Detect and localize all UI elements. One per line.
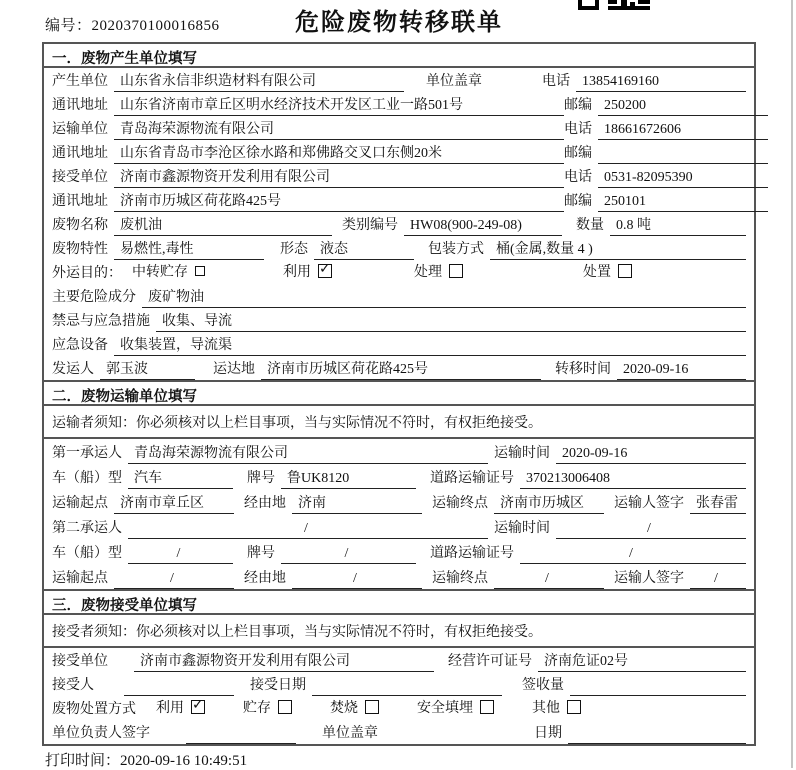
plate1-value: 鲁UK8120 bbox=[281, 467, 416, 489]
checkbox-icon[interactable] bbox=[618, 264, 632, 278]
origin2-value: / bbox=[114, 571, 234, 589]
addr2-label: 通讯地址 bbox=[52, 146, 108, 161]
checkbox-label: 贮存 bbox=[243, 701, 271, 716]
vehicle2-label: 车（船）型 bbox=[52, 546, 122, 561]
form-value: 液态 bbox=[314, 238, 414, 260]
unit-seal-label: 单位盖章 bbox=[426, 74, 482, 89]
category-value: HW08(900-249-08) bbox=[404, 218, 562, 236]
end1-label: 运输终点 bbox=[432, 496, 488, 511]
time1-value: 2020-09-16 bbox=[556, 446, 746, 464]
section2-header: 二．废物运输单位填写 bbox=[44, 380, 754, 406]
transporter-notice: 运输者须知：你必须核对以上栏目事项，当与实际情况不符时，有权拒绝接受。 bbox=[44, 406, 754, 439]
disposal-option-use bbox=[156, 697, 205, 720]
license2-label: 道路运输证号 bbox=[430, 546, 514, 561]
carrier1-label: 第一承运人 bbox=[52, 446, 122, 461]
origin1-value: 济南市章丘区 bbox=[114, 492, 234, 514]
addr1-label: 通讯地址 bbox=[52, 98, 108, 113]
row-shipper bbox=[44, 356, 754, 380]
packing-value: 桶(金属,数量 4 ) bbox=[490, 238, 746, 260]
addr3-label: 通讯地址 bbox=[52, 194, 108, 209]
end2-value: / bbox=[494, 571, 604, 589]
checkbox-label: 其他 bbox=[532, 701, 560, 716]
transporter-value: 青岛海荣源物流有限公司 bbox=[114, 118, 564, 140]
category-label: 类别编号 bbox=[342, 218, 398, 233]
row-taboo-measures bbox=[44, 308, 754, 332]
plate2-value: / bbox=[281, 546, 416, 564]
checkbox-label: 处置 bbox=[583, 265, 611, 280]
section3-header: 三．废物接受单位填写 bbox=[44, 589, 754, 615]
equipment-value: 收集装置，导流渠 bbox=[114, 334, 746, 356]
equipment-label: 应急设备 bbox=[52, 338, 108, 353]
phone1-value: 13854169160 bbox=[576, 74, 746, 92]
row-main-hazard bbox=[44, 284, 754, 308]
phone3-value: 0531-82095390 bbox=[598, 170, 768, 188]
received-amount-label: 签收量 bbox=[522, 678, 564, 693]
print-time-label: 打印时间： bbox=[45, 753, 121, 769]
transfer-time-label: 转移时间 bbox=[555, 362, 611, 377]
accept-unit-value: 济南市鑫源物资开发利用有限公司 bbox=[134, 650, 434, 672]
checkbox-icon[interactable] bbox=[567, 700, 581, 714]
checkbox-icon[interactable] bbox=[278, 700, 292, 714]
taboo-value: 收集、导流 bbox=[156, 310, 746, 332]
checkbox-icon[interactable] bbox=[191, 700, 205, 714]
transporter-label: 运输单位 bbox=[52, 122, 108, 137]
checkbox-icon[interactable] bbox=[195, 266, 205, 276]
row-first-carrier bbox=[44, 439, 754, 464]
via1-label: 经由地 bbox=[244, 496, 286, 511]
carrier1-value: 青岛海荣源物流有限公司 bbox=[128, 442, 488, 464]
accept-unit-label: 接受单位 bbox=[52, 654, 108, 669]
checkbox-icon[interactable] bbox=[318, 264, 332, 278]
carrier2-value: / bbox=[128, 521, 488, 539]
quantity-value: 0.8 吨 bbox=[610, 214, 746, 236]
receiver-notice: 接受者须知：你必须核对以上栏目事项，当与实际情况不符时，有权拒绝接受。 bbox=[44, 615, 754, 648]
serial-label: 编号： bbox=[45, 18, 92, 34]
purpose-option-treat bbox=[414, 261, 463, 284]
license1-label: 道路运输证号 bbox=[430, 471, 514, 486]
quantity-label: 数量 bbox=[576, 218, 604, 233]
row-producer bbox=[44, 68, 754, 92]
shipper-value: 郭玉波 bbox=[100, 358, 195, 380]
addr1-value: 山东省济南市章丘区明水经济技术开发区工业一路501号 bbox=[114, 94, 564, 116]
row-waste-traits bbox=[44, 236, 754, 260]
page-right-edge bbox=[791, 0, 793, 768]
producer-value: 山东省永信非织造材料有限公司 bbox=[114, 70, 404, 92]
zip1-value: 250200 bbox=[598, 98, 768, 116]
phone3-label: 电话 bbox=[564, 170, 592, 185]
vehicle1-label: 车（船）型 bbox=[52, 471, 122, 486]
disposal-option-incinerate bbox=[330, 697, 379, 720]
sign1-value: 张春雷 bbox=[690, 492, 746, 514]
time1-label: 运输时间 bbox=[494, 446, 550, 461]
checkbox-label: 利用 bbox=[156, 701, 184, 716]
manifest-form bbox=[42, 42, 756, 746]
hazard-value: 废矿物油 bbox=[142, 286, 746, 308]
section1-header: 一．废物产生单位填写 bbox=[44, 44, 754, 68]
row-disposal-method bbox=[44, 696, 754, 720]
disposal-option-other bbox=[532, 697, 581, 720]
purpose-option-storage bbox=[132, 261, 205, 284]
sign2-label: 运输人签字 bbox=[614, 571, 684, 586]
time2-value: / bbox=[556, 521, 746, 539]
traits-value: 易燃性,毒性 bbox=[114, 238, 264, 260]
row-acceptor bbox=[44, 672, 754, 696]
row-responsible-signature bbox=[44, 720, 754, 744]
producer-label: 产生单位 bbox=[52, 74, 108, 89]
unit-seal2-label: 单位盖章 bbox=[322, 726, 378, 741]
waste-name-label: 废物名称 bbox=[52, 218, 108, 233]
row-vehicle2 bbox=[44, 539, 754, 564]
receiver-label: 接受单位 bbox=[52, 170, 108, 185]
checkbox-icon[interactable] bbox=[480, 700, 494, 714]
addr3-value: 济南市历城区荷花路425号 bbox=[114, 190, 564, 212]
phone2-value: 18661672606 bbox=[598, 122, 768, 140]
document-title: 危险废物转移联单 bbox=[295, 9, 503, 36]
serial-number-line bbox=[45, 14, 220, 35]
license1-value: 370213006408 bbox=[520, 471, 746, 489]
taboo-label: 禁忌与应急措施 bbox=[52, 314, 150, 329]
print-time-line bbox=[45, 749, 247, 770]
end2-label: 运输终点 bbox=[432, 571, 488, 586]
via2-value: / bbox=[292, 571, 422, 589]
waste-name-value: 废机油 bbox=[114, 214, 332, 236]
via2-label: 经由地 bbox=[244, 571, 286, 586]
checkbox-icon[interactable] bbox=[449, 264, 463, 278]
form-label: 形态 bbox=[280, 242, 308, 257]
disposal-option-store bbox=[243, 697, 292, 720]
time2-label: 运输时间 bbox=[494, 521, 550, 536]
origin2-label: 运输起点 bbox=[52, 571, 108, 586]
vehicle1-value: 汽车 bbox=[128, 467, 233, 489]
row-accepting-unit bbox=[44, 648, 754, 672]
received-amount-value bbox=[570, 678, 746, 696]
purpose-option-dispose bbox=[583, 261, 632, 284]
phone1-label: 电话 bbox=[542, 74, 570, 89]
row-receiver bbox=[44, 164, 754, 188]
end1-value: 济南市历城区 bbox=[494, 492, 604, 514]
row-transporter bbox=[44, 116, 754, 140]
checkbox-label: 处理 bbox=[414, 265, 442, 280]
row-second-carrier bbox=[44, 514, 754, 539]
acceptor-label: 接受人 bbox=[52, 678, 94, 693]
addr2-value: 山东省青岛市李沧区徐水路和郑佛路交叉口东侧20米 bbox=[114, 142, 564, 164]
destination-label: 运达地 bbox=[213, 362, 255, 377]
row-transfer-purpose bbox=[44, 260, 754, 284]
vehicle2-value: / bbox=[128, 546, 233, 564]
receiver-value: 济南市鑫源物资开发利用有限公司 bbox=[114, 166, 564, 188]
sign2-value: / bbox=[690, 571, 746, 589]
traits-label: 废物特性 bbox=[52, 242, 108, 257]
zip1-label: 邮编 bbox=[564, 98, 592, 113]
print-time-value: 2020-09-16 10:49:51 bbox=[120, 753, 248, 769]
serial-value: 2020370100016856 bbox=[91, 18, 220, 34]
zip2-value bbox=[598, 146, 768, 164]
row-route1 bbox=[44, 489, 754, 514]
acceptor-value bbox=[124, 678, 234, 696]
destination-value: 济南市历城区荷花路425号 bbox=[261, 358, 541, 380]
license2-value: / bbox=[520, 546, 746, 564]
row-vehicle1 bbox=[44, 464, 754, 489]
operating-license-label: 经营许可证号 bbox=[448, 654, 532, 669]
responsible-sign-label: 单位负责人签字 bbox=[52, 726, 150, 741]
row-waste-name bbox=[44, 212, 754, 236]
zip3-value: 250101 bbox=[598, 194, 768, 212]
checkbox-label: 中转贮存 bbox=[132, 265, 188, 280]
carrier2-label: 第二承运人 bbox=[52, 521, 122, 536]
checkbox-label: 安全填埋 bbox=[417, 701, 473, 716]
operating-license-value: 济南危证02号 bbox=[538, 650, 746, 672]
row-emergency-equipment bbox=[44, 332, 754, 356]
checkbox-label: 利用 bbox=[283, 265, 311, 280]
plate1-label: 牌号 bbox=[247, 471, 275, 486]
date-label: 日期 bbox=[534, 726, 562, 741]
phone2-label: 电话 bbox=[564, 122, 592, 137]
checkbox-label: 焚烧 bbox=[330, 701, 358, 716]
purpose-option-use bbox=[283, 261, 332, 284]
origin1-label: 运输起点 bbox=[52, 496, 108, 511]
row-receiver-address bbox=[44, 188, 754, 212]
accept-date-value bbox=[312, 678, 502, 696]
row-transporter-address bbox=[44, 140, 754, 164]
purpose-label: 外运目的： bbox=[52, 266, 122, 281]
disposal-option-landfill bbox=[417, 697, 494, 720]
hazard-label: 主要危险成分 bbox=[52, 290, 136, 305]
row-producer-address bbox=[44, 92, 754, 116]
shipper-label: 发运人 bbox=[52, 362, 94, 377]
packing-label: 包装方式 bbox=[428, 242, 484, 257]
date-value bbox=[568, 726, 746, 744]
zip2-label: 邮编 bbox=[564, 146, 592, 161]
sign1-label: 运输人签字 bbox=[614, 496, 684, 511]
plate2-label: 牌号 bbox=[247, 546, 275, 561]
responsible-sign-value bbox=[186, 726, 296, 744]
disposal-label: 废物处置方式 bbox=[52, 702, 136, 717]
accept-date-label: 接受日期 bbox=[250, 678, 306, 693]
row-route2 bbox=[44, 564, 754, 589]
checkbox-icon[interactable] bbox=[365, 700, 379, 714]
transfer-time-value: 2020-09-16 bbox=[617, 362, 746, 380]
zip3-label: 邮编 bbox=[564, 194, 592, 209]
via1-value: 济南 bbox=[292, 492, 422, 514]
